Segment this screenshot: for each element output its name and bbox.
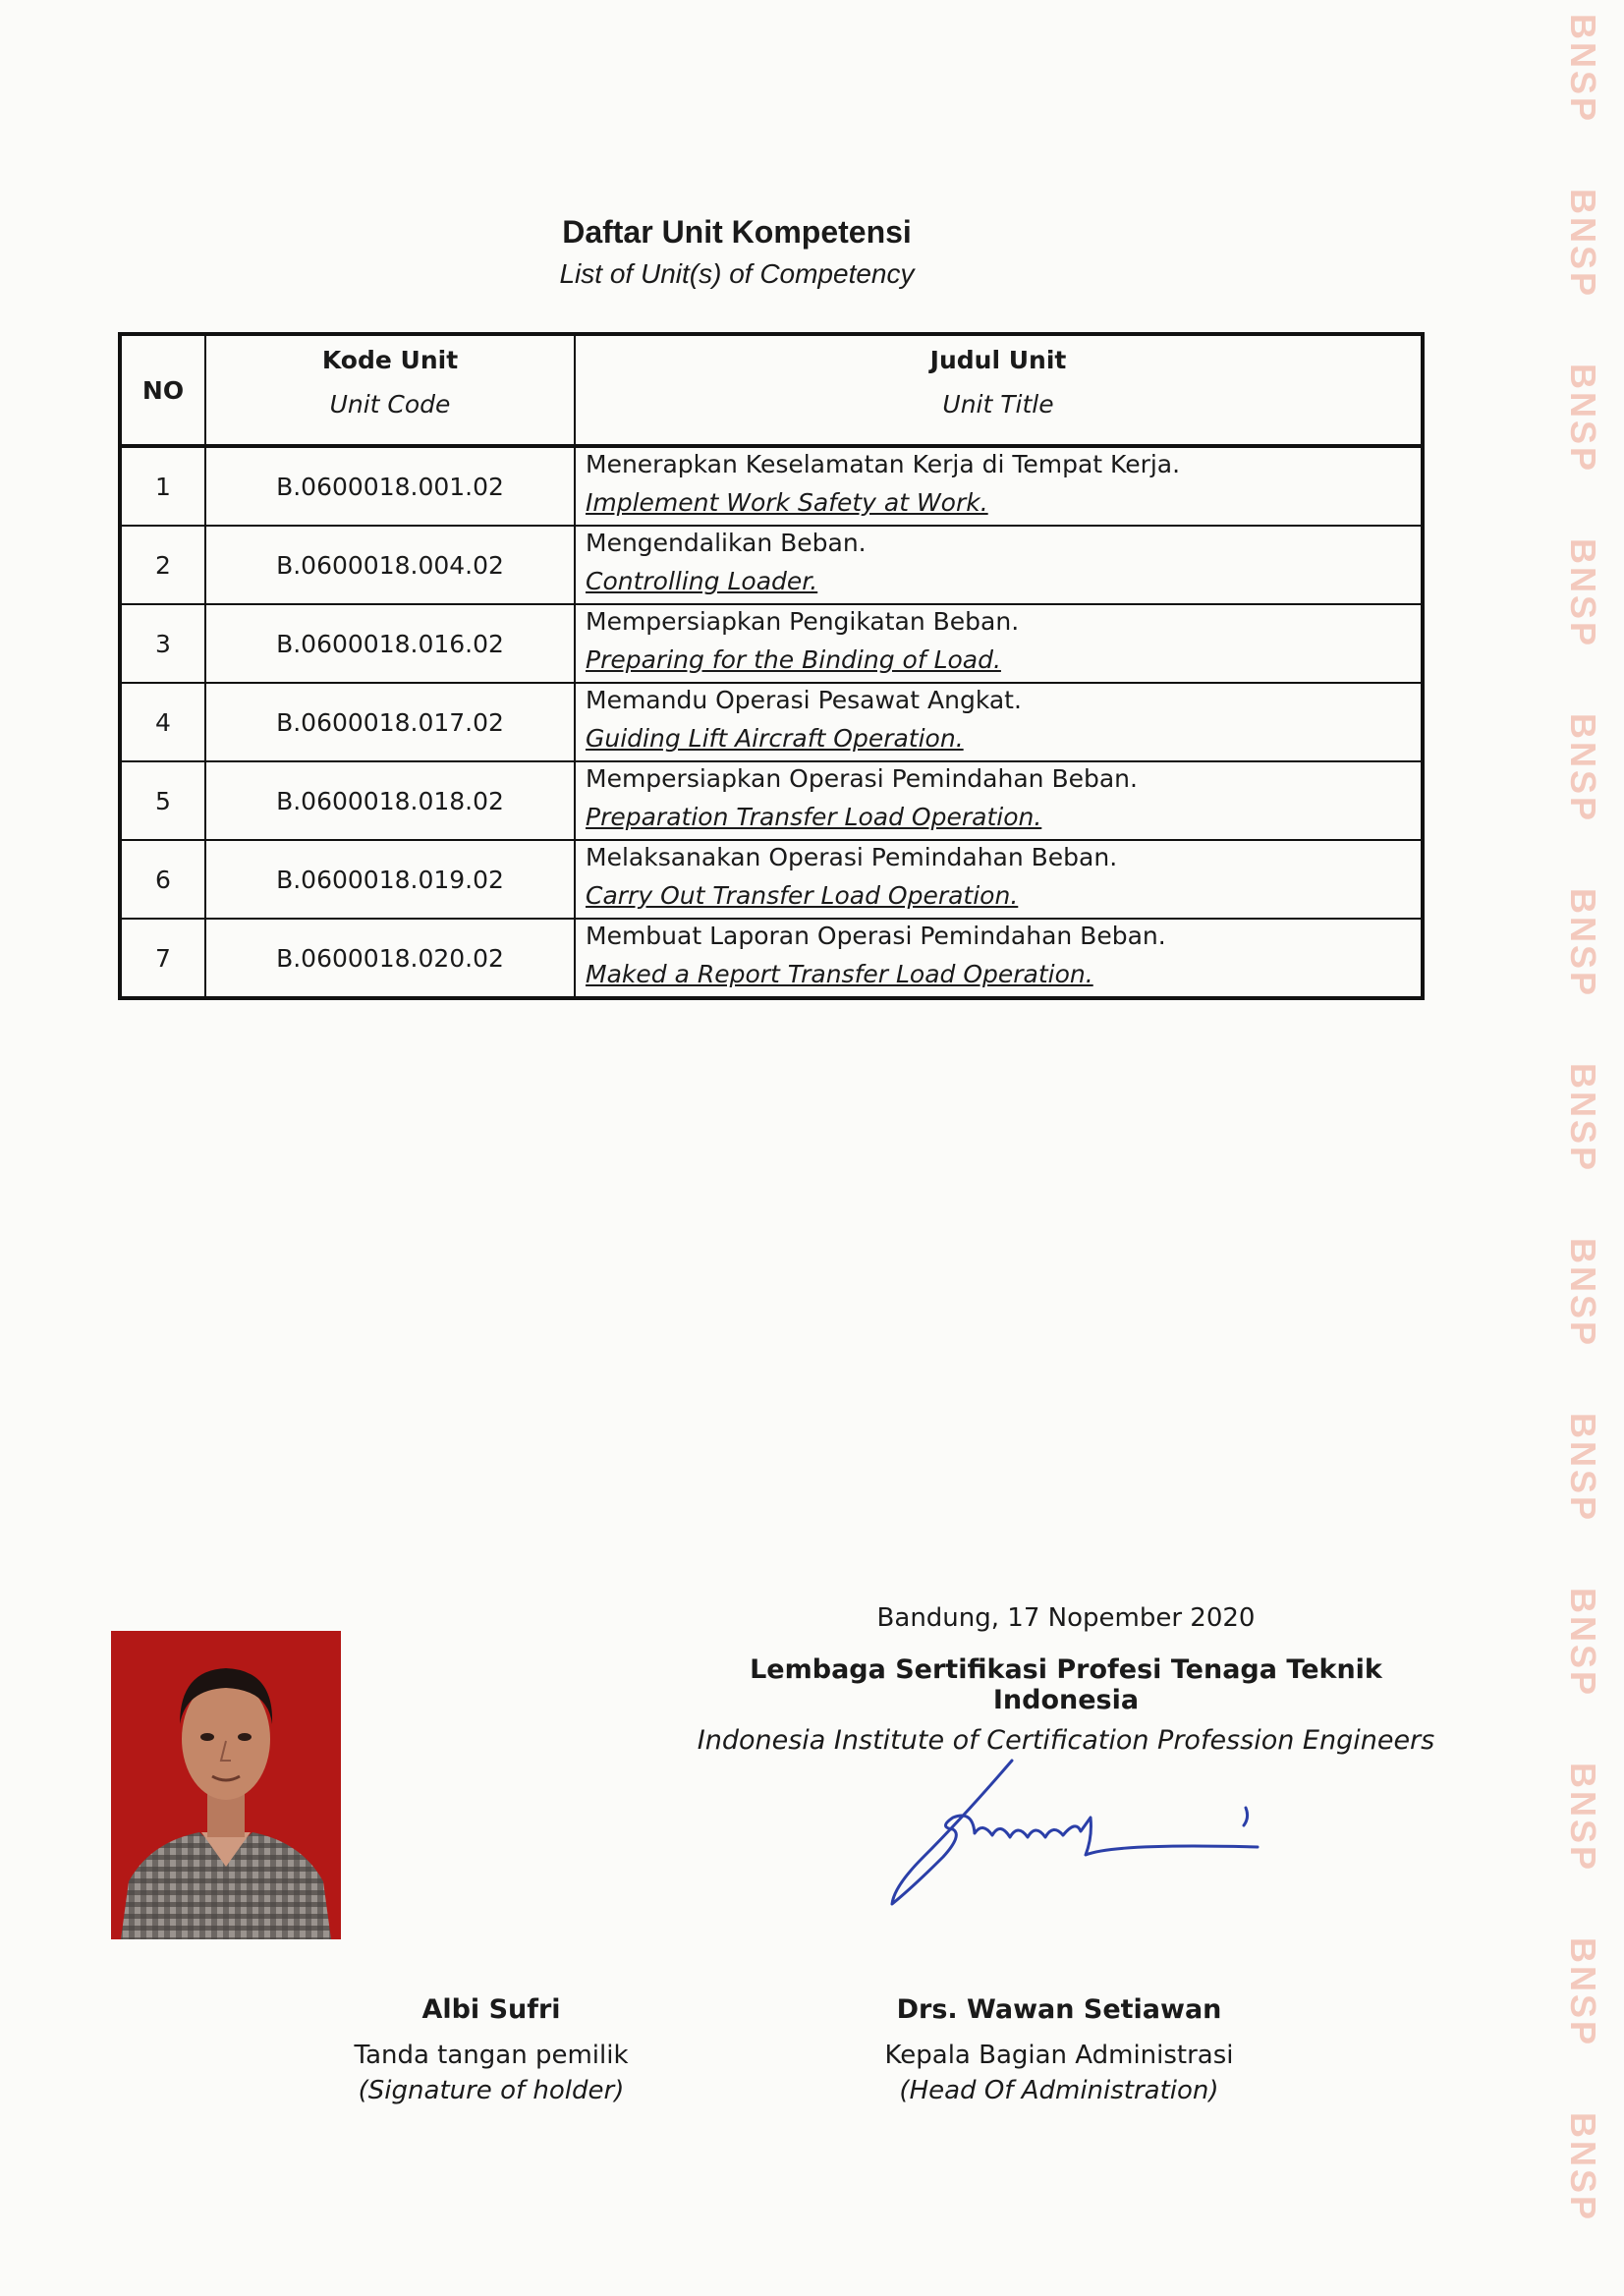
bnsp-watermark-text: BNSP [1563, 537, 1603, 649]
header-title [575, 334, 1423, 446]
unit-code: B.0600018.019.02 [205, 840, 575, 919]
bnsp-watermark [1553, 1062, 1612, 1174]
bnsp-watermark [1553, 1936, 1612, 2048]
unit-code: B.0600018.020.02 [205, 919, 575, 998]
unit-title-en: Preparing for the Binding of Load. [586, 645, 1001, 674]
table-row [120, 840, 1423, 919]
unit-title: Menerapkan Keselamatan Kerja di Tempat Kerja. [586, 450, 1181, 478]
unit-title-en: Carry Out Transfer Load Operation. [586, 881, 1019, 910]
table-body [120, 446, 1423, 998]
page-heading [0, 214, 1474, 290]
bnsp-watermark-column [1526, 0, 1624, 2296]
official-role: Kepala Bagian Administrasi [884, 2041, 1234, 2070]
bnsp-watermark-text: BNSP [1563, 1587, 1603, 1699]
bnsp-watermark-text: BNSP [1563, 1062, 1603, 1174]
unit-title-en: Preparation Transfer Load Operation. [586, 803, 1042, 831]
header-code [205, 334, 575, 446]
unit-title-cell [575, 840, 1423, 919]
unit-title: Melaksanakan Operasi Pemindahan Beban. [586, 843, 1118, 871]
bnsp-watermark [1553, 1237, 1612, 1349]
row-number: 1 [120, 446, 205, 526]
bnsp-watermark [1553, 13, 1612, 125]
row-number: 6 [120, 840, 205, 919]
unit-title-cell [575, 761, 1423, 840]
unit-code: B.0600018.001.02 [205, 446, 575, 526]
table-row [120, 683, 1423, 761]
unit-title-cell [575, 683, 1423, 761]
header-code-label-en: Unit Code [329, 390, 451, 419]
table-row [120, 761, 1423, 840]
unit-title-en: Maked a Report Transfer Load Operation. [586, 960, 1093, 988]
bnsp-watermark [1553, 188, 1612, 300]
unit-title-cell [575, 446, 1423, 526]
unit-title: Membuat Laporan Operasi Pemindahan Beban. [586, 922, 1166, 950]
bnsp-watermark-text: BNSP [1563, 13, 1603, 125]
bnsp-watermark-text: BNSP [1563, 712, 1603, 824]
bnsp-watermark-text: BNSP [1563, 1412, 1603, 1524]
header-no: NO [120, 334, 205, 446]
bnsp-watermark-text: BNSP [1563, 887, 1603, 999]
bnsp-watermark-text: BNSP [1563, 363, 1603, 475]
table-header-row [120, 334, 1423, 446]
unit-code: B.0600018.018.02 [205, 761, 575, 840]
bnsp-watermark-text: BNSP [1563, 188, 1603, 300]
row-number: 2 [120, 526, 205, 604]
bnsp-watermark [1553, 1587, 1612, 1699]
row-number: 4 [120, 683, 205, 761]
bnsp-watermark [1553, 2111, 1612, 2223]
holder-portrait-image [111, 1631, 341, 1939]
issuer-organization-en: Indonesia Institute of Certification Profession Engineers [697, 1725, 1435, 1756]
table-row [120, 446, 1423, 526]
header-title-label-en: Unit Title [942, 390, 1054, 419]
bnsp-watermark [1553, 537, 1612, 649]
table-row [120, 526, 1423, 604]
competency-units-table [118, 332, 1425, 1000]
unit-title: Memandu Operasi Pesawat Angkat. [586, 686, 1022, 714]
bnsp-watermark-text: BNSP [1563, 1237, 1603, 1349]
bnsp-watermark [1553, 363, 1612, 475]
unit-title-cell [575, 604, 1423, 683]
holder-name: Albi Sufri [421, 1994, 561, 2025]
official-signature-block [853, 1994, 1265, 2105]
unit-title: Mengendalikan Beban. [586, 529, 867, 557]
bnsp-watermark-text: BNSP [1563, 1762, 1603, 1874]
page-title: Daftar Unit Kompetensi [562, 214, 912, 250]
row-number: 3 [120, 604, 205, 683]
official-name: Drs. Wawan Setiawan [896, 1994, 1222, 2025]
official-role-en: (Head Of Administration) [899, 2076, 1219, 2105]
unit-title: Mempersiapkan Pengikatan Beban. [586, 607, 1020, 636]
holder-photo [111, 1631, 341, 1939]
bnsp-watermark [1553, 712, 1612, 824]
bnsp-watermark [1553, 1762, 1612, 1874]
bnsp-watermark [1553, 887, 1612, 999]
header-title-label: Judul Unit [929, 346, 1067, 374]
unit-title-cell [575, 526, 1423, 604]
holder-signature-block [285, 1994, 698, 2105]
unit-title: Mempersiapkan Operasi Pemindahan Beban. [586, 764, 1138, 793]
row-number: 5 [120, 761, 205, 840]
unit-code: B.0600018.017.02 [205, 683, 575, 761]
unit-code: B.0600018.016.02 [205, 604, 575, 683]
holder-role-en: (Signature of holder) [358, 2076, 625, 2105]
unit-title-cell [575, 919, 1423, 998]
place-and-date: Bandung, 17 Nopember 2020 [876, 1603, 1256, 1633]
table-row [120, 919, 1423, 998]
unit-title-en: Controlling Loader. [586, 567, 818, 595]
bnsp-watermark [1553, 1412, 1612, 1524]
unit-code: B.0600018.004.02 [205, 526, 575, 604]
issuer-organization: Lembaga Sertifikasi Profesi Tenaga Teknik Indonesia [750, 1654, 1382, 1715]
official-signature [884, 1749, 1277, 1926]
row-number: 7 [120, 919, 205, 998]
unit-title-en: Guiding Lift Aircraft Operation. [586, 724, 964, 753]
page-subtitle: List of Unit(s) of Competency [559, 258, 915, 289]
table-row [120, 604, 1423, 683]
holder-role: Tanda tangan pemilik [354, 2041, 629, 2070]
unit-title-en: Implement Work Safety at Work. [586, 488, 988, 517]
bnsp-watermark-text: BNSP [1563, 1936, 1603, 2048]
header-code-label: Kode Unit [321, 346, 459, 374]
bnsp-watermark-text: BNSP [1563, 2111, 1603, 2223]
issuer-block [678, 1603, 1454, 1756]
